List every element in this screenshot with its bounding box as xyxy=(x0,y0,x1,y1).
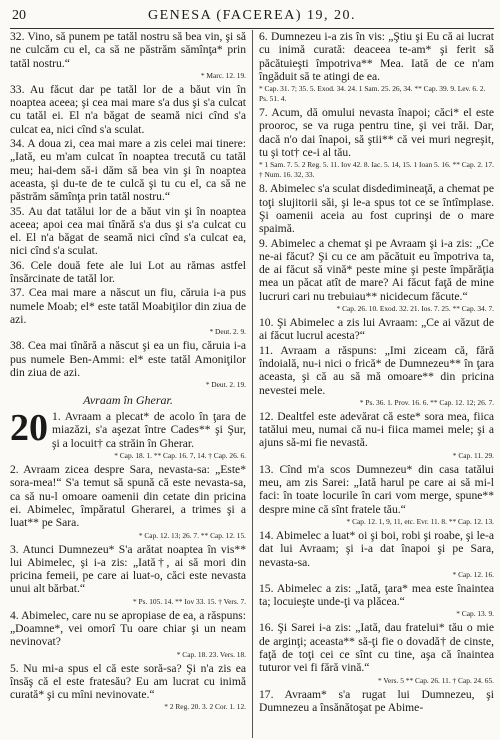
verse: 33. Au făcut dar pe tatăl lor de a băut vin în noaptea aceea; şi cea mai mare s'a dus şi s'a culcat cu tatăl ei. El n'a băgat de seamă nici cînd s'a culcat ea, nici cînd s'a sculat. xyxy=(10,82,246,136)
verse: 34. A doua zi, cea mai mare a zis celei mai tinere: „Iată, eu m'am culcat în noaptea trecută cu tatăl meu; hai-dem să-i dăm să bea vin şi în noaptea aceasta, şi du-te de te culcă şi tu cu el, ca să ne păstrăm sămînţa prin tatăl nostru.“ xyxy=(10,137,246,204)
verse: 3. Atunci Dumnezeu* S'a arătat noaptea în vis** lui Abimelec, şi i-a zis: „Iată†, ai să mori din pricina femeii, pe care ai luat-o, căci este nevasta unui alt bărbat.“ xyxy=(10,542,246,596)
verse: 13. Cînd m'a scos Dumnezeu* din casa tatălui meu, am zis Sarei: „Iată harul pe care ai să mi-l faci: în toate locurile în cari vom merge, spune** despre mine că sînt fratele tău.“ xyxy=(259,462,494,516)
verse: 16. Şi Sarei i-a zis: „Iată, dau fratelui* tău o mie de arginţi; aceasta** să-ţi fie o dovadă† de cinste, faţă de toţi cei ce sînt cu tine, aşa că înaintea tuturor vei fi fără vină.“ xyxy=(259,621,494,675)
cross-reference: * Deut. 2. 19. xyxy=(205,380,246,390)
cross-reference: * Ps. 36. 1. Prov. 16. 6. ** Cap. 12. 12; 26. 7. xyxy=(359,397,494,407)
verse: 6. Dumnezeu i-a zis în vis: „Ştiu şi Eu că ai lucrat cu inimă curată: deaceea te-am* şi ferit să păcătuieşti împotriva** Mea. Iată de ce n'am îngăduit să te atingi de ea. xyxy=(259,30,494,83)
verse: 15. Abimelec a zis: „Iată, ţara* mea este înaintea ta; locuieşte unde-ţi va plăcea.“ xyxy=(259,581,494,609)
cross-reference: * Cap. 12. 13; 26. 7. ** Cap. 12. 15. xyxy=(138,530,246,540)
cross-reference: * Marc. 12. 19. xyxy=(200,70,246,80)
chapter-20-start xyxy=(10,410,246,451)
page-number: 20 xyxy=(12,8,26,23)
left-column xyxy=(10,30,252,738)
cross-reference: * Cap. 12. 16. xyxy=(452,569,494,579)
verse: 32. Vino, să punem pe tatăl nostru să bea vin, şi să ne culcăm cu el, ca să ne păstrăm sămînţa* prin tatăl nostru.“ xyxy=(10,30,246,70)
verse: 1. Avraam a plecat* de acolo în ţara de miazăzi, s'a aşezat între Cades** şi Şur, şi a locuit† ca străin în Gherar. xyxy=(52,410,246,450)
verse: 38. Cea mai tînără a născut şi ea un fiu, căruia i-a pus numele Ben-Ammi: el* este tatăl Amoniţilor din ziua de azi. xyxy=(10,339,246,379)
cross-reference: * Cap. 11. 29. xyxy=(452,450,494,460)
cross-reference: * Vers. 5 ** Cap. 26. 11. † Cap. 24. 65. xyxy=(378,675,494,685)
verse: 36. Cele două fete ale lui Lot au rămas astfel însărcinate de tatăl lor. xyxy=(10,258,246,286)
verse: 12. Dealtfel este adevărat că este* sora mea, fiica tatălui meu, numai că nu-i fiica mamei mele; şi a ajuns să-mi fie nevastă. xyxy=(259,409,494,450)
right-column xyxy=(252,30,494,738)
verse: 17. Avraam* s'a rugat lui Dumnezeu, şi Dumnezeu a însănătoşat pe Abime- xyxy=(259,687,494,714)
cross-reference: * 2 Reg. 20. 3. 2 Cor. 1. 12. xyxy=(164,702,246,712)
cross-reference: * Ps. 105. 14. ** Iov 33. 15. † Vers. 7. xyxy=(133,596,246,606)
cross-reference: * Cap. 12. 1, 9, 11, etc. Evr. 11. 8. ** Cap. 12. 13. xyxy=(346,516,494,526)
verse: 2. Avraam zicea despre Sara, nevasta-sa: „Este* sora-mea!“ S'a temut să spună că este nevasta-sa, ca să nu-l omoare oamenii din cetate din pricina ei. Abimelec, împăratul Gherarei, a trimes şi a luat** pe Sara. xyxy=(10,463,246,530)
cross-reference: * Cap. 31. 7; 35. 5. Exod. 34. 24. 1 Sam. 25. 26, 34. ** Cap. 39. 9. Lev. 6. 2. Ps. 51. 4. xyxy=(259,84,486,104)
verse: 4. Abimelec, care nu se apropiase de ea, a răspuns: „Doamne*, vei omorî Tu oare chiar şi un neam nevinovat? xyxy=(10,608,246,649)
cross-reference: * Cap. 26. 10. Exod. 32. 21. Ios. 7. 25. ** Cap. 34. 7. xyxy=(336,304,494,314)
cross-reference: * Cap. 18. 1. ** Cap. 16. 7, 14. † Cap. 26. 6. xyxy=(114,451,246,461)
verse: 11. Avraam a răspuns: „Imi ziceam că, fără îndoială, nu-i nici o frică* de Dumnezeu** în ţara aceasta, şi că au să mă omoare** din pricina nevestei mele. xyxy=(259,343,494,397)
verse: 5. Nu mi-a spus el că este soră-sa? Şi n'a zis ea însăş că el este fratesău? Eu am lucrat cu inimă curată* şi cu mîni nevinovate.“ xyxy=(10,661,246,702)
verse: 14. Abimelec a luat* oi şi boi, robi şi roabe, şi le-a dat lui Avraam; şi i-a dat înapoi şi pe Sara, nevasta-sa. xyxy=(259,528,494,569)
cross-reference: * Cap. 18. 23. Vers. 18. xyxy=(176,649,246,659)
cross-reference: * 1 Sam. 7. 5. 2 Reg. 5. 11. Iov 42. 8. Iac. 5. 14, 15. 1 Ioan 5. 16. ** Cap. 2. 17. † Num. 16. 32, 33. xyxy=(259,160,494,180)
verse: 8. Abimelec s'a sculat disdedimineaţă, a chemat pe toţi slujitorii săi, şi le-a spus tot ce se întîmplase. Şi oamenii aceia au fost cuprinşi de o mare spaimă. xyxy=(259,182,494,236)
verse: 35. Au dat tatălui lor de a băut vin şi în noaptea aceea; apoi cea mai tînără s'a dus şi s'a culcat cu el. El n'a băgat de seamă nici cînd s'a culcat ea, nici cînd s'a sculat. xyxy=(10,204,246,258)
verse: 9. Abimelec a chemat şi pe Avraam şi i-a zis: „Ce ne-ai făcut? Şi cu ce am păcătuit eu împotriva ta, de ai făcut să vină* peste mine şi peste împărăţia mea un păcat atît de mare? Ai făcut faţă de mine lucruri cari nu trebuiau** nicidecum făcute.“ xyxy=(259,236,494,303)
text-columns xyxy=(10,30,494,738)
verse: 7. Acum, dă omului nevasta înapoi; căci* el este prooroc, se va ruga pentru tine, şi vei trăi. Dar, dacă n'o dai înapoi, să ştii** că vei muri negreşit, tu şi tot† ce-i al tău. xyxy=(259,106,494,160)
section-title: Avraam în Gherar. xyxy=(83,393,173,408)
cross-reference: * Deut. 2. 9. xyxy=(209,327,246,337)
cross-reference: * Cap. 13. 9. xyxy=(456,609,494,619)
verse: 37. Cea mai mare a născut un fiu, căruia i-a pus numele Moab; el* este tatăl Moabiţilor din ziua de azi. xyxy=(10,286,246,326)
verse: 10. Şi Abimelec a zis lui Avraam: „Ce ai văzut de ai făcut lucrul acesta?“ xyxy=(259,316,494,343)
chapter-number: 20 xyxy=(10,410,48,450)
page-header xyxy=(10,6,494,29)
running-title: GENESA (FACEREA) 19, 20. xyxy=(147,8,357,23)
